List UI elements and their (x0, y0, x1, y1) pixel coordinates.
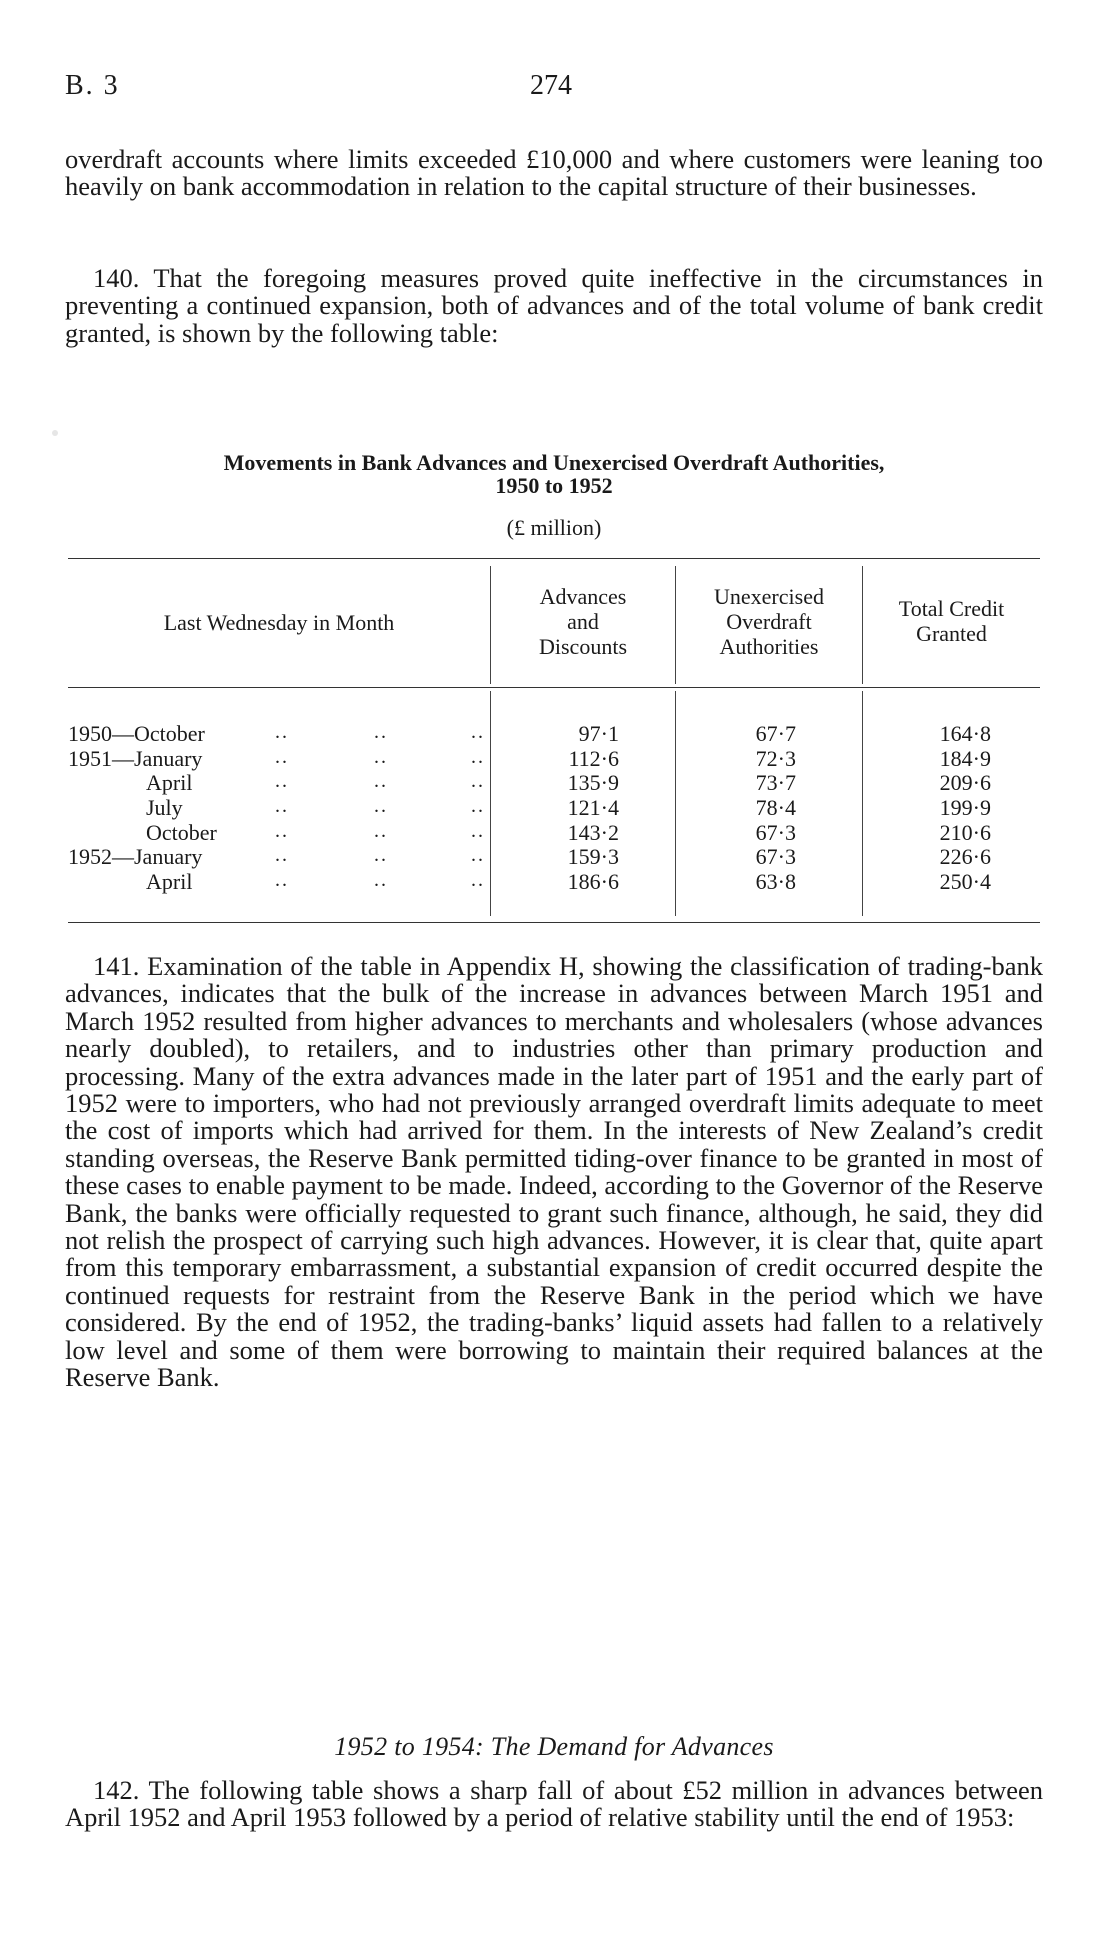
table-row (68, 870, 1040, 895)
cell-total: 210·6 (939, 819, 991, 845)
paragraph-140 (65, 265, 1043, 347)
cell-unexercised: 78·4 (755, 795, 796, 821)
paragraph-141 (65, 953, 1043, 1392)
header-line: Unexercised (714, 584, 824, 609)
table-row (68, 796, 1040, 821)
leader-dots: .. (374, 770, 388, 793)
cell-total: 184·9 (939, 745, 991, 771)
row-month: April (146, 770, 193, 796)
row-month: October (146, 819, 217, 845)
paragraph-continuation: overdraft accounts where limits exceeded £10,000 and where customers were leaning too heavily on bank accommodation in relation to the capital structure of their businesses. (65, 144, 1043, 202)
table-title (65, 451, 1043, 497)
cell-unexercised: 67·3 (755, 819, 796, 845)
header-line: Total Credit (898, 596, 1005, 621)
leader-dots: .. (374, 745, 388, 768)
leader-dots: .. (374, 721, 388, 743)
column-header-month: Last Wednesday in Month (163, 610, 395, 635)
row-year: 1951— (68, 745, 134, 771)
row-month: October (134, 721, 205, 746)
section-subheading: 1952 to 1954: The Demand for Advances (334, 1732, 774, 1761)
row-year: 1950— (68, 721, 134, 746)
leader-dots: .. (275, 721, 289, 743)
column-header-unexercised (676, 584, 862, 659)
cell-advances: 143·2 (567, 819, 619, 845)
row-month: January (134, 844, 203, 870)
leader-dots: .. (374, 795, 388, 818)
row-label (68, 845, 202, 870)
row-year: 1952— (68, 844, 134, 870)
column-header-total (863, 596, 1040, 646)
table-row (68, 747, 1040, 772)
table-row (68, 845, 1040, 870)
table-units: (£ million) (506, 515, 602, 540)
leader-dots: .. (275, 745, 289, 768)
header-line: Advances (539, 584, 627, 609)
leader-dots: .. (275, 819, 289, 842)
table-row (68, 771, 1040, 796)
scan-artifact (52, 430, 58, 436)
header-line: Overdraft (726, 609, 812, 634)
cell-unexercised: 67·3 (755, 844, 796, 870)
leader-dots: .. (471, 745, 485, 768)
paragraph-text: The following table shows a sharp fall of about £52 million in advances between April 1952 and April 1953 followed by a period of relative stability until the end of 1953: (65, 1775, 1043, 1833)
section-code: B. 3 (65, 70, 120, 101)
paragraph-text: Examination of the table in Appendix H, showing the classification of trading-bank advances, indicates that the bulk of the increase in advances between March 1951 and March 1952 resulted from higher advances to merchants and wholesalers (whose advances nearly doubled), to retailers, and to industries other than primary production and processing. Many of the extra advances made in the later part of 1951 and the early part of 1952 were to importers, who had not previously arranged overdraft limits adequate to meet the cost of imports which had arrived for them. In the interests of New Zealand’s credit standing overseas, the Reserve Bank permitted tiding-over finance to be granted in most of these cases to enable payment to be made. Indeed, according to the Governor of the Reserve Bank, the banks were officially requested to grant such finance, although, he said, they did not relish the prospect of carrying such high advances. However, it is clear that, quite apart from this temporary embarrassment, a substantial expansion of credit occurred despite the continued requests for restraint from the Reserve Bank in the period which we have considered. By the end of 1952, the trading-banks’ liquid assets had fallen to a relatively low level and some of them were borrowing to maintain their required balances at the Reserve Bank. (65, 951, 1043, 1393)
row-label (68, 722, 205, 747)
leader-dots: .. (471, 819, 485, 842)
row-month: April (146, 869, 193, 895)
header-line: Discounts (539, 634, 627, 659)
paragraph-142 (65, 1777, 1043, 1832)
table-top-rule (68, 558, 1040, 559)
header-line: Authorities (719, 634, 819, 659)
paragraph-number: 142. (93, 1775, 140, 1805)
table-header-rule (68, 687, 1040, 688)
data-table (68, 556, 1040, 924)
column-header-advances (491, 584, 675, 659)
row-month: January (134, 745, 203, 771)
leader-dots: .. (275, 770, 289, 793)
cell-total: 164·8 (939, 721, 991, 746)
header-line: and (567, 609, 599, 634)
leader-dots: .. (471, 844, 485, 867)
cell-advances: 121·4 (567, 795, 619, 821)
leader-dots: .. (275, 795, 289, 818)
cell-total: 209·6 (939, 770, 991, 796)
cell-advances: 97·1 (578, 721, 619, 746)
cell-unexercised: 63·8 (755, 869, 796, 895)
cell-total: 250·4 (939, 869, 991, 895)
cell-advances: 112·6 (568, 745, 619, 771)
table-body (68, 722, 1040, 895)
cell-unexercised: 73·7 (755, 770, 796, 796)
row-label (68, 747, 202, 772)
cell-unexercised: 67·7 (755, 721, 796, 746)
leader-dots: .. (471, 770, 485, 793)
table-row (68, 821, 1040, 846)
paragraph-number: 140. (93, 263, 140, 293)
cell-unexercised: 72·3 (755, 745, 796, 771)
cell-total: 226·6 (939, 844, 991, 870)
paragraph-text: That the foregoing measures proved quite ineffective in the circumstances in preventing a continued expansion, both of advances and of the total volume of bank credit granted, is shown by the following table: (65, 263, 1043, 348)
leader-dots: .. (374, 869, 388, 892)
leader-dots: .. (374, 844, 388, 867)
cell-advances: 135·9 (567, 770, 619, 796)
row-month: July (146, 795, 183, 821)
cell-advances: 186·6 (567, 869, 619, 895)
header-line: Granted (916, 621, 987, 646)
table-title-line-1: Movements in Bank Advances and Unexercised Overdraft Authorities, (223, 450, 885, 475)
cell-advances: 159·3 (567, 844, 619, 870)
running-head (65, 70, 1043, 106)
table-row (68, 722, 1040, 747)
leader-dots: .. (374, 819, 388, 842)
leader-dots: .. (471, 795, 485, 818)
page-number: 274 (530, 70, 572, 101)
cell-total: 199·9 (939, 795, 991, 821)
leader-dots: .. (471, 869, 485, 892)
leader-dots: .. (275, 869, 289, 892)
table-bottom-rule (68, 922, 1040, 923)
table-title-line-2: 1950 to 1952 (495, 473, 613, 498)
leader-dots: .. (471, 721, 485, 743)
leader-dots: .. (275, 844, 289, 867)
paragraph-number: 141. (93, 951, 140, 981)
